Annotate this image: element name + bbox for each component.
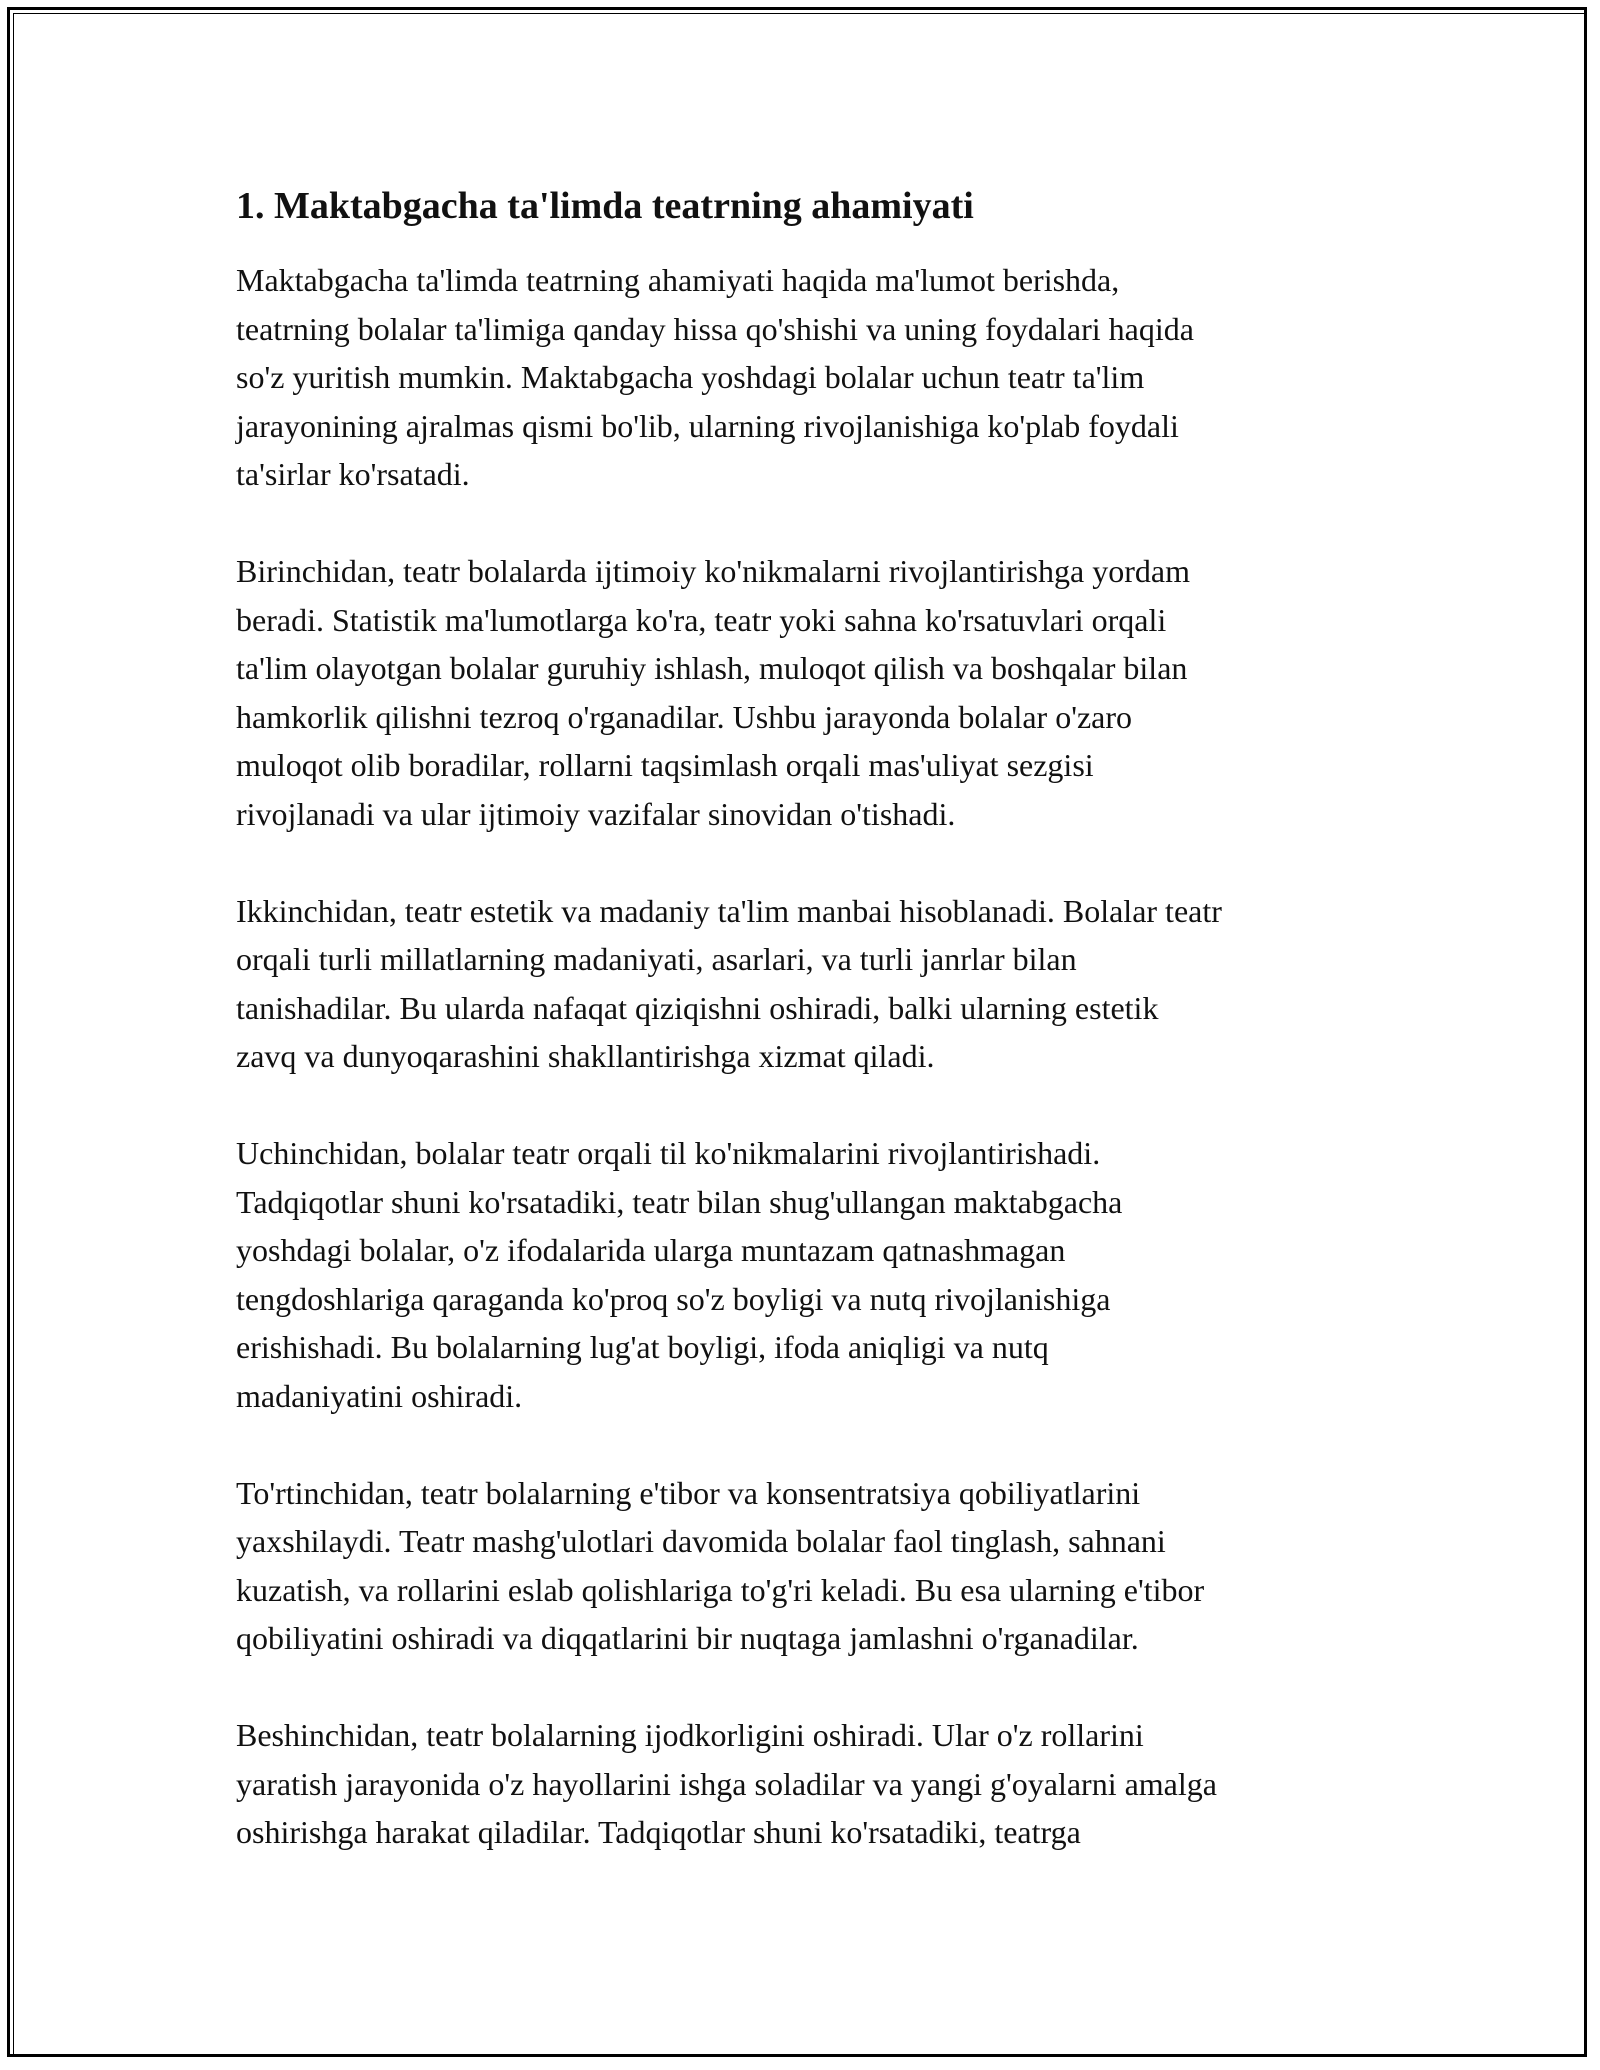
- text-line: erishishadi. Bu bolalarning lug'at boyligi, ifoda aniqligi va nutq: [236, 1329, 1049, 1365]
- paragraph-2: [236, 547, 1376, 838]
- text-line: Beshinchidan, teatr bolalarning ijodkorligini oshiradi. Ular o'z rollarini: [236, 1717, 1144, 1753]
- text-line: muloqot olib boradilar, rollarni taqsimlash orqali mas'uliyat sezgisi: [236, 747, 1094, 783]
- text-line: Birinchidan, teatr bolalarda ijtimoiy ko'nikmalarni rivojlantirishga yordam: [236, 553, 1190, 589]
- text-line: madaniyatini oshiradi.: [236, 1377, 523, 1414]
- text-line: oshirishga harakat qiladilar. Tadqiqotlar shuni ko'rsatadiki, teatrga: [236, 1814, 1081, 1850]
- paragraph-3: [236, 887, 1376, 1081]
- paragraph-1: [236, 256, 1376, 499]
- text-line: kuzatish, va rollarini eslab qolishlariga to'g'ri keladi. Bu esa ularning e'tibor: [236, 1571, 1205, 1608]
- text-line: teatrning bolalar ta'limiga qanday hissa qo'shishi va uning foydalari haqida: [236, 310, 1194, 347]
- paragraph-5: [236, 1469, 1376, 1663]
- text-line: orqali turli millatlarning madaniyati, asarlari, va turli janrlar bilan: [236, 941, 1077, 977]
- document-body: [236, 182, 1376, 1905]
- text-line: Tadqiqotlar shuni ko'rsatadiki, teatr bilan shug'ullangan maktabgacha: [236, 1183, 1123, 1220]
- text-line: Maktabgacha ta'limda teatrning ahamiyati haqida ma'lumot berishda,: [236, 262, 1120, 298]
- text-line: yoshdagi bolalar, o'z ifodalarida ularga muntazam qatnashmagan: [236, 1232, 1066, 1268]
- text-line: zavq va dunyoqarashini shakllantirishga xizmat qiladi.: [236, 1038, 935, 1074]
- text-line: jarayonining ajralmas qismi bo'lib, ularning rivojlanishiga ko'plab foydali: [236, 407, 1179, 444]
- text-line: beradi. Statistik ma'lumotlarga ko'ra, teatr yoki sahna ko'rsatuvlari orqali: [236, 601, 1167, 638]
- text-line: To'rtinchidan, teatr bolalarning e'tibor va konsentratsiya qobiliyatlarini: [236, 1474, 1141, 1511]
- paragraph-4: [236, 1129, 1376, 1420]
- section-heading: 1. Maktabgacha ta'limda teatrning ahamiyati: [236, 185, 974, 227]
- text-line: ta'lim olayotgan bolalar guruhiy ishlash, muloqot qilish va boshqalar bilan: [236, 650, 1188, 686]
- text-line: yaratish jarayonida o'z hayollarini ishga soladilar va yangi g'oyalarni amalga: [236, 1765, 1217, 1802]
- text-line: rivojlanadi va ular ijtimoiy vazifalar sinovidan o'tishadi.: [236, 795, 956, 832]
- text-line: hamkorlik qilishni tezroq o'rganadilar. Ushbu jarayonda bolalar o'zaro: [236, 698, 1133, 735]
- text-line: ta'sirlar ko'rsatadi.: [236, 456, 470, 492]
- text-line: Uchinchidan, bolalar teatr orqali til ko'nikmalarini rivojlantirishadi.: [236, 1135, 1101, 1171]
- text-line: tengdoshlariga qaraganda ko'proq so'z boyligi va nutq rivojlanishiga: [236, 1280, 1111, 1317]
- text-line: so'z yuritish mumkin. Maktabgacha yoshdagi bolalar uchun teatr ta'lim: [236, 359, 1145, 395]
- text-line: Ikkinchidan, teatr estetik va madaniy ta'lim manbai hisoblanadi. Bolalar teatr: [236, 892, 1222, 929]
- paragraph-6: [236, 1711, 1376, 1857]
- text-line: qobiliyatini oshiradi va diqqatlarini bir nuqtaga jamlashni o'rganadilar.: [236, 1620, 1139, 1656]
- text-line: yaxshilaydi. Teatr mashg'ulotlari davomida bolalar faol tinglash, sahnani: [236, 1523, 1166, 1559]
- text-line: tanishadilar. Bu ularda nafaqat qiziqishni oshiradi, balki ularning estetik: [236, 989, 1159, 1026]
